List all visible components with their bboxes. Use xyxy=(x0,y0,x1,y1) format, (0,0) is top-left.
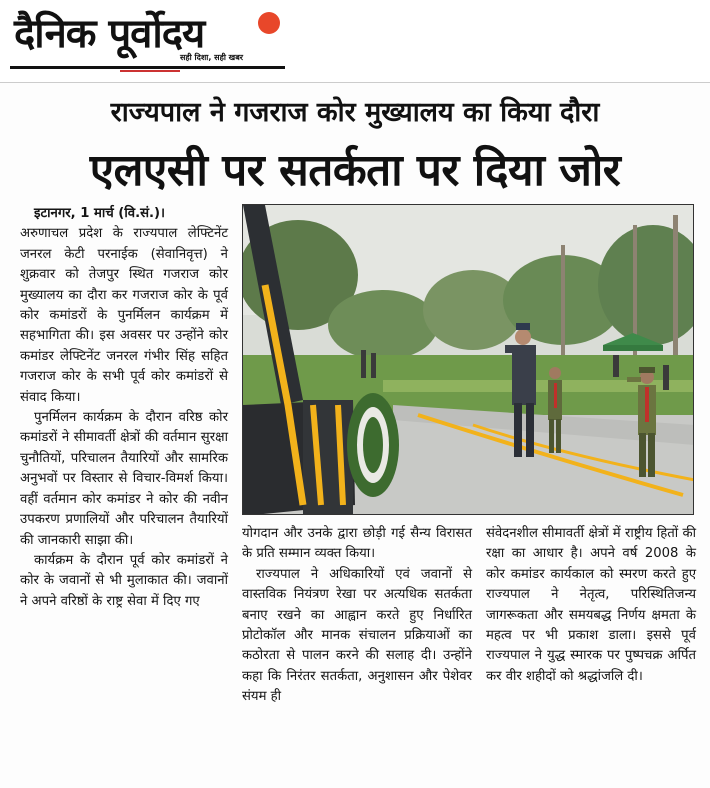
article-subheadline: एलएसी पर सतर्कता पर दिया जोर xyxy=(89,145,621,196)
masthead xyxy=(0,0,710,82)
paragraph: संवेदनशील सीमावर्ती क्षेत्रों में राष्ट्रीय हितों की रक्षा का आधार है। अपने वर्ष 2008 के कोर कमांडर कार्यकाल को स्मरण करते हुए राज्यपाल ने नेतृत्व, परिस्थितिजन्य जागरूकता और समयबद्ध निर्णय क्षमता के महत्व पर भी प्रकाश डाला। इससे पूर्व राज्यपाल ने युद्ध स्मारक पर पुष्पचक्र अर्पित कर वीर शहीदों को श्रद्धांजलि दी। xyxy=(486,526,696,684)
logo-sun-icon xyxy=(258,12,280,34)
paragraph: कार्यक्रम के दौरान पूर्व कोर कमांडरों ने कोर के जवानों से भी मुलाकात की। जवानों ने अपने वरिष्ठों के राष्ट्र सेवा में दिए गए xyxy=(20,552,228,609)
paragraph: राज्यपाल ने अधिकारियों एवं जवानों से वास्तविक नियंत्रण रेखा पर अत्यधिक सतर्कता बनाए रखने का आह्वान करते हुए निर्धारित प्रोटोकॉल और मानक संचालन प्रक्रियाओं का कठोरता से पालन करने की सलाह दी। उन्होंने कहा कि निरंतर सतर्कता, अनुशासन और पेशेवर संयम ही xyxy=(242,566,472,705)
paragraph: योगदान और उनके द्वारा छोड़ी गई सैन्य विरासत के प्रति सम्मान व्यक्त किया। xyxy=(242,526,472,562)
masthead-rule xyxy=(10,66,285,69)
article-column-1 xyxy=(20,204,228,612)
paragraph: पुनर्मिलन कार्यक्रम के दौरान वरिष्ठ कोर कमांडरों ने सीमावर्ती क्षेत्रों की वर्तमान सुरक्षा चुनौतियों, परिचालन तैयारियों और सामरिक अनुभवों पर विस्तार से विचार-विमर्श किया। वहीं वर्तमान कोर कमांडर ने कोर की नवीन उपकरण प्रणालियों और परिचालन तैयारियों की जानकारी साझा की। xyxy=(20,410,228,548)
paragraph: अरुणाचल प्रदेश के राज्यपाल लेफ्टिनेंट जनरल केटी परनाईक (सेवानिवृत्त) ने शुक्रवार को तेजपुर स्थित गजराज कोर मुख्यालय का दौरा कर गजराज कोर के पूर्व कोर कमांडरों के पुनर्मिलन कार्यक्रम में सहभागिता की। इस अवसर पर उन्होंने कोर कमांडर लेफ्टिनेंट जनरल गंभीर सिंह सहित गजराज कोर के सभी पूर्व कोर कमांडरों से संवाद किया। xyxy=(20,226,228,405)
article-photo[interactable] xyxy=(242,204,694,515)
article-column-3 xyxy=(486,524,696,687)
dateline: इटानगर, 1 मार्च (वि.सं.)। xyxy=(34,206,166,221)
article-column-2 xyxy=(242,524,472,708)
tagline: सही दिशा, सही खबर xyxy=(180,53,244,62)
photo-war-memorial-ceremony xyxy=(243,205,694,515)
newspaper-logo[interactable]: दैनिक पूर्वोदय xyxy=(14,11,205,57)
article-headline: राज्यपाल ने गजराज कोर मुख्यालय का किया दौरा xyxy=(110,97,600,128)
masthead-accent-rule xyxy=(120,70,180,72)
